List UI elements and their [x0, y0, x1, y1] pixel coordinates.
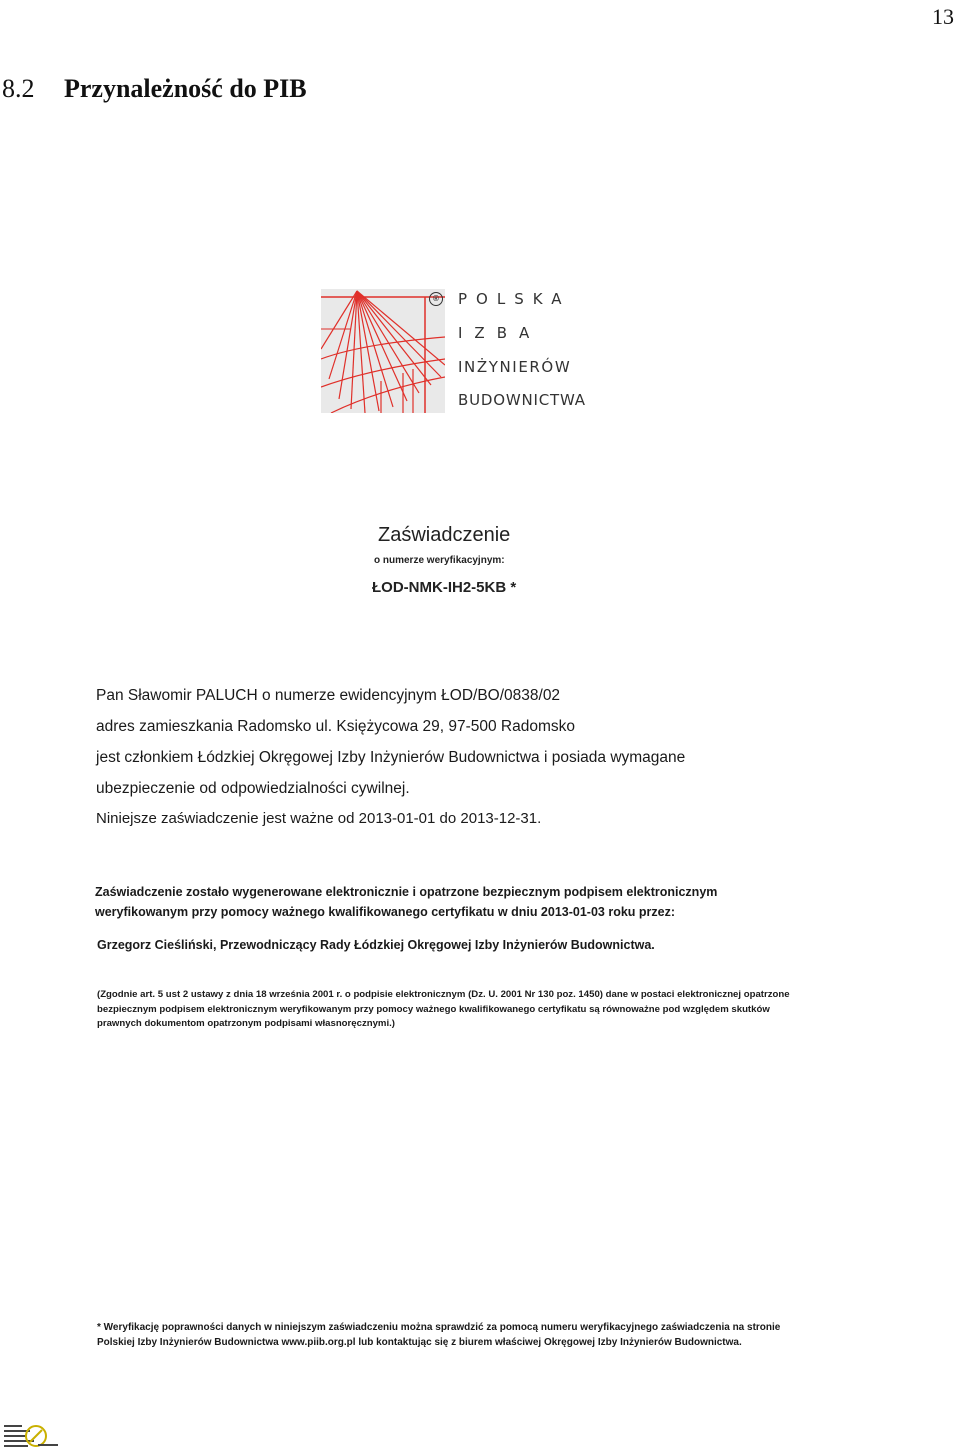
page-number: 13: [932, 4, 954, 29]
certificate-title: Zaświadczenie: [378, 524, 511, 546]
certificate-subtitle: o numerze weryfikacyjnym:: [374, 555, 505, 566]
piib-logo: [321, 289, 586, 415]
footer-stamp-icon: [2, 1422, 60, 1452]
member-name-line: Pan Sławomir PALUCH o numerze ewidencyjnym ŁOD/BO/0838/02: [96, 687, 561, 704]
logo-text-line-3: INŻYNIERÓW: [458, 358, 572, 376]
member-address-line: adres zamieszkania Radomsko ul. Księżycowa 29, 97-500 Radomsko: [96, 718, 576, 735]
verification-number: ŁOD-NMK-IH2-5KB *: [372, 579, 517, 596]
logo-text-line-4: BUDOWNICTWA: [458, 391, 586, 409]
registered-mark-icon: ®: [429, 292, 443, 306]
logo-text-line-2: IZBA: [458, 324, 542, 342]
verification-footnote: * Weryfikację poprawności danych w niniejszym zaświadczeniu można sprawdzić za pomocą numeru weryfikacyjnego zaświadczenia na stronie Polskiej Izby Inżynierów Budownictwa www.piib.org.pl lub kontaktując się z biurem właściwej Okręgowej Izby Inżynierów Budownictwa.: [97, 1322, 781, 1348]
section-title: Przynależność do PIB: [64, 74, 307, 103]
logo-text-line-1: POLSKA: [458, 290, 571, 308]
logo-emblem-icon: [321, 289, 445, 413]
membership-line: jest członkiem Łódzkiej Okręgowej Izby Inżynierów Budownictwa i posiada wymagane: [96, 749, 686, 766]
validity-line: Niniejsze zaświadczenie jest ważne od 2013-01-01 do 2013-12-31.: [96, 810, 542, 827]
signer-line: Grzegorz Cieśliński, Przewodniczący Rady Łódzkiej Okręgowej Izby Inżynierów Budownictwa.: [97, 938, 655, 952]
legal-note: (Zgodnie art. 5 ust 2 ustawy z dnia 18 września 2001 r. o podpisie elektronicznym (Dz. U. 2001 Nr 130 poz. 1450) dane w postaci elektronicznej opatrzone bezpiecznym podpisem elektronicznym weryfikowanym przy pomocy ważnego kwalifikowanego certyfikatu są równoważne pod względem skutków prawnych dokumentom opatrzonym podpisami własnoręcznymi.): [97, 989, 790, 1029]
insurance-line: ubezpieczenie od odpowiedzialności cywilnej.: [96, 780, 410, 797]
section-heading: [0, 74, 307, 104]
generation-statement: Zaświadczenie zostało wygenerowane elektronicznie i opatrzone bezpiecznym podpisem elektronicznym weryfikowanym przy pomocy ważnego kwalifikowanego certyfikatu w dniu 2013-01-03 roku przez:: [95, 885, 718, 919]
section-number: 8.2: [2, 74, 35, 103]
